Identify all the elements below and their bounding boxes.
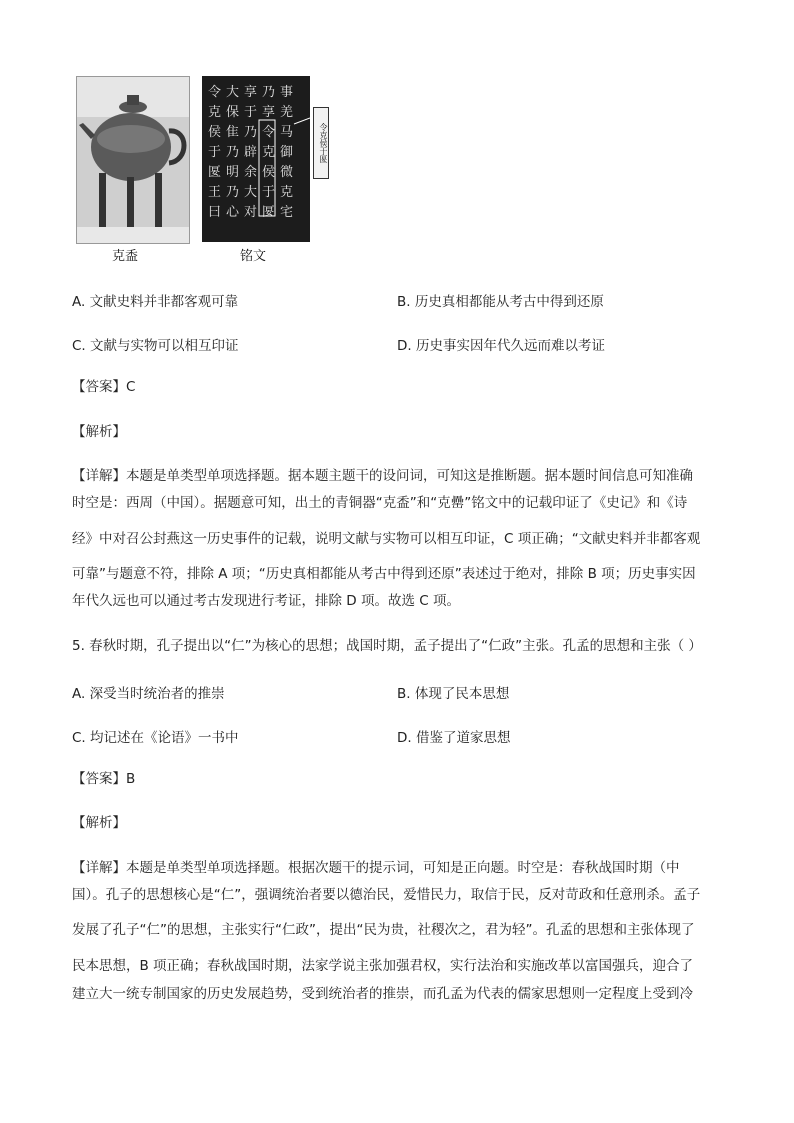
svg-text:心: 心 (226, 205, 240, 220)
q5-answer-label: 【答案】 (72, 771, 126, 787)
svg-text:微: 微 (280, 165, 294, 180)
svg-text:令: 令 (208, 85, 222, 100)
svg-text:乃: 乃 (226, 145, 240, 160)
svg-text:御: 御 (280, 145, 294, 160)
svg-text:乃: 乃 (244, 125, 258, 140)
q4-option-b: B. 历史真相都能从考古中得到还原 (397, 294, 604, 310)
svg-text:侯: 侯 (208, 125, 222, 140)
svg-text:乃: 乃 (226, 185, 240, 200)
svg-text:羌: 羌 (280, 105, 294, 120)
q5-detail-line-1: 【详解】本题是单类型单项选择题。根据次题干的提示词，可知是正向题。时空是：春秋战国时期（中 (72, 860, 680, 876)
svg-text:马: 马 (280, 125, 294, 140)
svg-text:匽: 匽 (208, 165, 222, 180)
q4-option-c: C. 文献与实物可以相互印证 (72, 338, 239, 354)
svg-text:大: 大 (226, 85, 240, 100)
inscription-callout-label: 令克侯于匽 (313, 107, 329, 179)
inscription-glyphs (202, 76, 310, 242)
inscription-rubbing (202, 76, 310, 242)
svg-text:隹: 隹 (226, 125, 240, 140)
q5-detail-line-5: 建立大一统专制国家的历史发展趋势，受到统治者的推崇，而孔孟为代表的儒家思想则一定程度上受到冷 (72, 986, 693, 1002)
q4-detail-line-1: 【详解】本题是单类型单项选择题。据本题主题干的设问词，可知这是推断题。据本题时间信息可知准确 (72, 468, 693, 484)
svg-text:王: 王 (208, 185, 222, 200)
svg-text:于: 于 (262, 185, 276, 200)
svg-text:令: 令 (262, 125, 276, 140)
svg-text:克: 克 (262, 145, 276, 160)
q5-analysis-label: 【解析】 (72, 815, 126, 831)
q4-analysis-label: 【解析】 (72, 424, 126, 440)
q4-option-a: A. 文献史料并非都客观可靠 (72, 294, 239, 310)
svg-text:辟: 辟 (244, 145, 258, 160)
svg-text:享: 享 (244, 85, 258, 100)
q4-detail-line-3: 经》中对召公封燕这一历史事件的记载，说明文献与实物可以相互印证，C 项正确；“文献史料并非都客观 (72, 531, 701, 547)
vessel-caption: 克盉 (112, 249, 139, 264)
svg-text:于: 于 (244, 105, 258, 120)
svg-text:于: 于 (208, 145, 222, 160)
q5-option-b: B. 体现了民本思想 (397, 686, 510, 702)
q5-answer-row (72, 770, 135, 788)
q5-option-c: C. 均记述在《论语》一书中 (72, 730, 239, 746)
vessel-illustration (77, 77, 189, 243)
bronze-vessel-photo (76, 76, 190, 244)
svg-text:宅: 宅 (280, 205, 294, 220)
svg-text:克: 克 (208, 105, 222, 120)
q4-answer-value: C (126, 379, 136, 395)
q4-option-d: D. 历史事实因年代久远而难以考证 (397, 338, 605, 354)
q5-stem: 5. 春秋时期，孔子提出以“仁”为核心的思想；战国时期，孟子提出了“仁政”主张。孔孟的思想和主张（ ） (72, 638, 702, 654)
inscription-caption: 铭文 (240, 249, 267, 264)
svg-text:克: 克 (280, 185, 294, 200)
q4-detail-line-4: 可靠”与题意不符，排除 A 项；“历史真相都能从考古中得到还原”表述过于绝对，排除 B 项；历史事实因 (72, 566, 696, 582)
q5-detail-line-3: 发展了孔子“仁”的思想，主张实行“仁政”，提出“民为贵，社稷次之，君为轻”。孔孟的思想和主张体现了 (72, 922, 695, 938)
q4-answer-label: 【答案】 (72, 379, 126, 395)
q4-answer-row (72, 378, 135, 396)
svg-text:曰: 曰 (208, 205, 222, 220)
svg-text:事: 事 (280, 85, 294, 100)
q5-answer-value: B (126, 771, 136, 787)
svg-text:对: 对 (244, 205, 258, 220)
svg-text:大: 大 (244, 185, 258, 200)
q5-option-a: A. 深受当时统治者的推崇 (72, 686, 225, 702)
q5-detail-line-2: 国）。孔子的思想核心是“仁”，强调统治者要以德治民，爱惜民力，取信于民，反对苛政和任意刑杀。孟子 (72, 887, 701, 903)
q5-detail-line-4: 民本思想，B 项正确；春秋战国时期，法家学说主张加强君权，实行法治和实施改革以富国强兵，迎合了 (72, 958, 694, 974)
svg-text:明: 明 (226, 165, 240, 180)
q5-option-d: D. 借鉴了道家思想 (397, 730, 511, 746)
svg-text:侯: 侯 (262, 165, 276, 180)
svg-text:乃: 乃 (262, 85, 276, 100)
svg-text:匽: 匽 (262, 205, 276, 220)
svg-text:享: 享 (262, 105, 276, 120)
q4-detail-line-2: 时空是：西周（中国）。据题意可知，出土的青铜器“克盉”和“克罍”铭文中的记载印证了《史记》和《诗 (72, 495, 688, 511)
svg-text:保: 保 (226, 105, 240, 120)
q4-detail-line-5: 年代久远也可以通过考古发现进行考证，排除 D 项。故选 C 项。 (72, 593, 460, 609)
svg-text:余: 余 (244, 165, 258, 180)
